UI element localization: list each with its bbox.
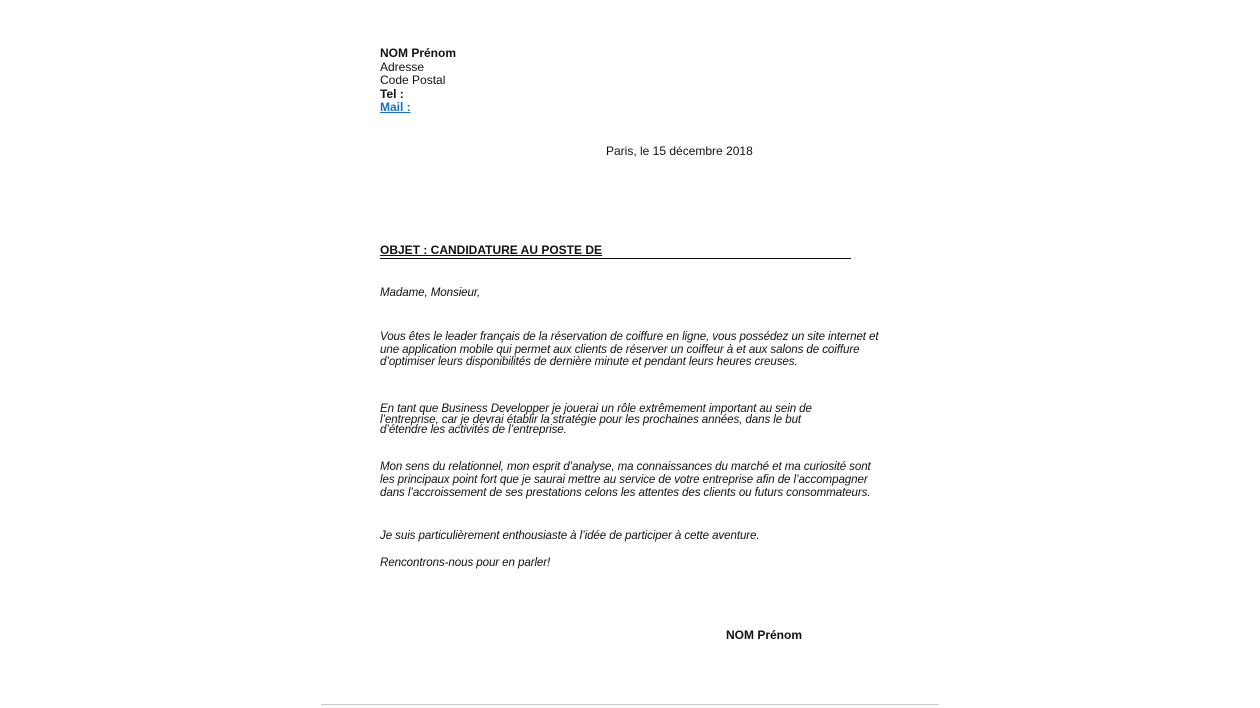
- paragraph-3: Mon sens du relationnel, mon esprit d’analyse, ma connaissances du marché et ma curiosité sont les principaux point fort que je saurai mettre au service de votre entreprise afin de l’accompagner dans l’accroissement de ses prestations celons les attentes des clients ou futurs consommateurs.: [380, 460, 871, 499]
- signature: NOM Prénom: [726, 628, 803, 642]
- date-line: Paris, le 15 décembre 2018: [606, 144, 753, 158]
- sender-address: Adresse: [380, 59, 425, 74]
- object-line: [380, 243, 851, 259]
- object-line-text: OBJET : CANDIDATURE AU POSTE DE: [380, 243, 603, 257]
- sender-name: NOM Prénom: [380, 46, 457, 60]
- sender-mail-link[interactable]: Mail :: [380, 100, 411, 114]
- sender-tel: Tel :: [380, 86, 404, 101]
- sender-block: [380, 47, 456, 115]
- sender-postal-code: Code Postal: [380, 73, 446, 87]
- paragraph-5: Rencontrons-nous pour en parler!: [380, 556, 551, 569]
- paragraph-4: Je suis particulièrement enthousiaste à l’idée de participer à cette aventure.: [380, 529, 760, 542]
- page-divider: [321, 704, 939, 705]
- paragraph-1: Vous êtes le leader français de la réservation de coiffure en ligne, vous possédez un site internet et une application mobile qui permet aux clients de réserver un coiffeur à et aux salons de coiffure d’optimiser leurs disponibilités de dernière minute et pendant leurs heures creuses.: [380, 330, 879, 369]
- paragraph-2: En tant que Business Developper je jouerai un rôle extrêmement important au sein de l’entreprise, car je devrai établir la stratégie pour les prochaines années, dans le but d’étendre les activités de l’entreprise.: [380, 402, 812, 436]
- greeting: Madame, Monsieur,: [380, 286, 481, 299]
